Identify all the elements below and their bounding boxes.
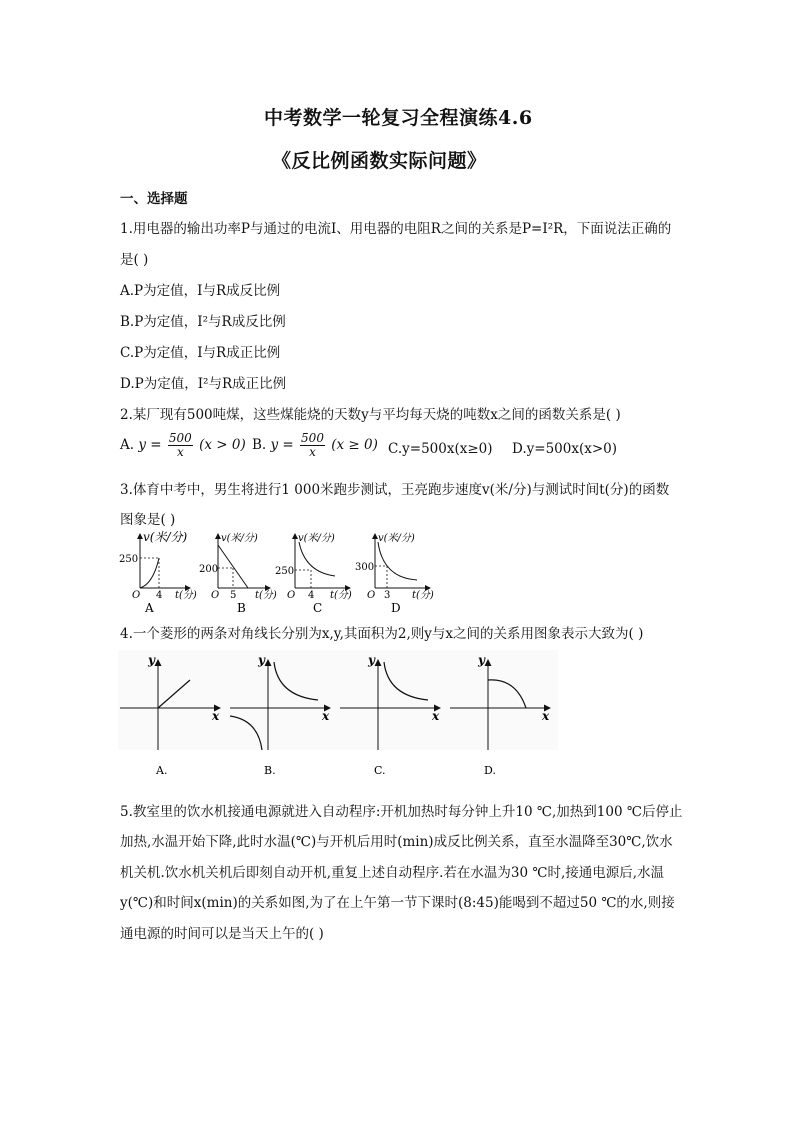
q3-graph-a-curve: [140, 558, 159, 588]
q3-graph-c: [275, 532, 352, 615]
q4-graphs-background: [118, 650, 558, 750]
q3-graph-c-x-label: t(分): [330, 590, 352, 601]
q3-graph-a-x-label: t(分): [175, 590, 197, 601]
q2-option-b-denominator: x: [309, 445, 316, 459]
q4-stem: 4.一个菱形的两条对角线长分别为x,y,其面积为2,则y与x之间的关系用图象表示大致为( ): [120, 626, 644, 642]
q5-line1: 5.教室里的饮水机接通电源就进入自动程序:开机加热时每分钟上升10 ℃,加热到100 ℃后停止: [120, 804, 683, 820]
q5-line5: 通电源的时间可以是当天上午的( ): [120, 926, 324, 942]
q3-graph-d-y-label: v(米/分): [378, 533, 415, 544]
q4-graph-b-y-label: y: [258, 653, 265, 667]
q5-line2: 加热,水温开始下降,此时水温(℃)与开机后用时(min)成反比例关系，直至水温降至30℃,饮水: [120, 834, 673, 850]
q3-graph-c-curve: [299, 542, 335, 576]
q3-graph-c-y-tick: 250: [275, 566, 295, 577]
q2-option-a-fraction: [168, 432, 193, 459]
q4-graph-d-x-label: x: [542, 709, 550, 723]
page-title: 中考数学一轮复习全程演练4.6: [264, 107, 533, 129]
q2-option-b-numerator: 500: [301, 431, 324, 445]
q3-graph-a-y-label: v(米/分): [143, 530, 188, 544]
q2-option-b-fraction: [300, 432, 325, 459]
q3-graph-b-letter: B: [237, 601, 246, 615]
q2-option-a: [120, 432, 246, 459]
q3-graph-a-y-tick: 250: [119, 554, 139, 565]
q2-option-c: C.y=500x(x≥0): [388, 441, 493, 457]
q4-graphs: [118, 650, 558, 780]
q4-graph-b-x-label: x: [322, 709, 330, 723]
q2-option-a-condition: (x > 0): [199, 437, 246, 453]
q3-graph-c-origin: O: [287, 590, 296, 601]
q3-graph-d-x-label: t(分): [412, 590, 434, 601]
q3-graph-b: [199, 532, 277, 615]
q2-option-b-label: B.: [252, 437, 267, 453]
q2-option-a-label: A.: [120, 437, 135, 453]
q4-graph-c-y-label: y: [368, 653, 375, 667]
q3-graph-d-x-tick: 3: [384, 590, 391, 601]
q2-option-b: [252, 432, 378, 459]
q3-graph-a-letter: A: [145, 601, 154, 615]
q2-option-b-condition: (x ≥ 0): [331, 437, 378, 453]
q4-graph-a-y-label: y: [148, 653, 155, 667]
q3-graph-d-curve: [378, 542, 417, 580]
q3-graph-d-origin: O: [367, 590, 376, 601]
q3-graph-c-letter: C: [313, 601, 323, 615]
q3-graph-c-x-tick: 4: [308, 590, 315, 601]
q1-stem-line2: 是( ): [120, 252, 149, 268]
q3-graph-b-x-label: t(分): [255, 590, 277, 601]
q3-graph-b-origin: O: [211, 590, 220, 601]
q4-graph-b-letter: B.: [264, 764, 276, 777]
q4-graph-d-letter: D.: [484, 764, 496, 777]
q3-graph-b-y-label: v(米/分): [221, 533, 258, 544]
q2-option-d: D.y=500x(x>0): [512, 441, 618, 457]
q2-option-a-denominator: x: [176, 445, 184, 459]
q3-stem-line1: 3.体育中考中，男生将进行1 000米跑步测试，王亮跑步速度v(米/分)与测试时间t(分)的函数: [120, 482, 670, 498]
q2-option-b-lhs: y =: [270, 437, 294, 453]
q1-option-b: B.P为定值，I²与R成反比例: [120, 314, 286, 330]
q3-graph-c-y-label: v(米/分): [298, 533, 335, 544]
q5-line3: 机关机.饮水机关机后即刻自动开机,重复上述自动程序.若在水温为30 ℃时,接通电源后,水温: [120, 865, 665, 881]
q3-graph-d: [355, 532, 434, 615]
q4-graph-c-x-label: x: [432, 709, 440, 723]
q3-graph-a-x-tick: 4: [156, 590, 163, 601]
q3-graph-b-x-tick: 5: [230, 590, 237, 601]
q3-graph-a: [119, 530, 197, 615]
q1-stem-line1: 1.用电器的输出功率P与通过的电流I、用电器的电阻R之间的关系是P=I²R，下面说法正确的: [120, 221, 672, 237]
q4-graph-d-y-label: y: [478, 653, 485, 667]
q3-graphs: [115, 530, 445, 620]
q2-option-a-lhs: y =: [138, 437, 162, 453]
q4-graph-a-letter: A.: [156, 764, 168, 777]
q3-graph-b-y-tick: 200: [199, 564, 219, 575]
q3-stem-line2: 图象是( ): [120, 512, 176, 528]
q1-option-a: A.P为定值，I与R成反比例: [120, 283, 281, 299]
q4-graph-c-letter: C.: [374, 764, 386, 777]
q3-graph-a-origin: O: [132, 590, 141, 601]
q1-option-d: D.P为定值，I²与R成正比例: [120, 376, 287, 392]
q2-option-a-numerator: 500: [168, 431, 192, 445]
q4-graph-a-x-label: x: [212, 709, 220, 723]
page-subtitle: 《反比例函数实际问题》: [272, 150, 487, 172]
section-heading: 一、选择题: [120, 191, 188, 207]
q2-stem: 2.某厂现有500吨煤，这些煤能烧的天数y与平均每天烧的吨数x之间的函数关系是( ): [120, 407, 621, 423]
q1-option-c: C.P为定值，I与R成正比例: [120, 345, 281, 361]
q3-graph-d-y-tick: 300: [355, 562, 375, 573]
q5-line4: y(℃)和时间x(min)的关系如图,为了在上午第一节下课时(8:45)能喝到不超过50 ℃的水,则接: [120, 895, 675, 911]
q3-graph-d-letter: D: [391, 601, 401, 615]
